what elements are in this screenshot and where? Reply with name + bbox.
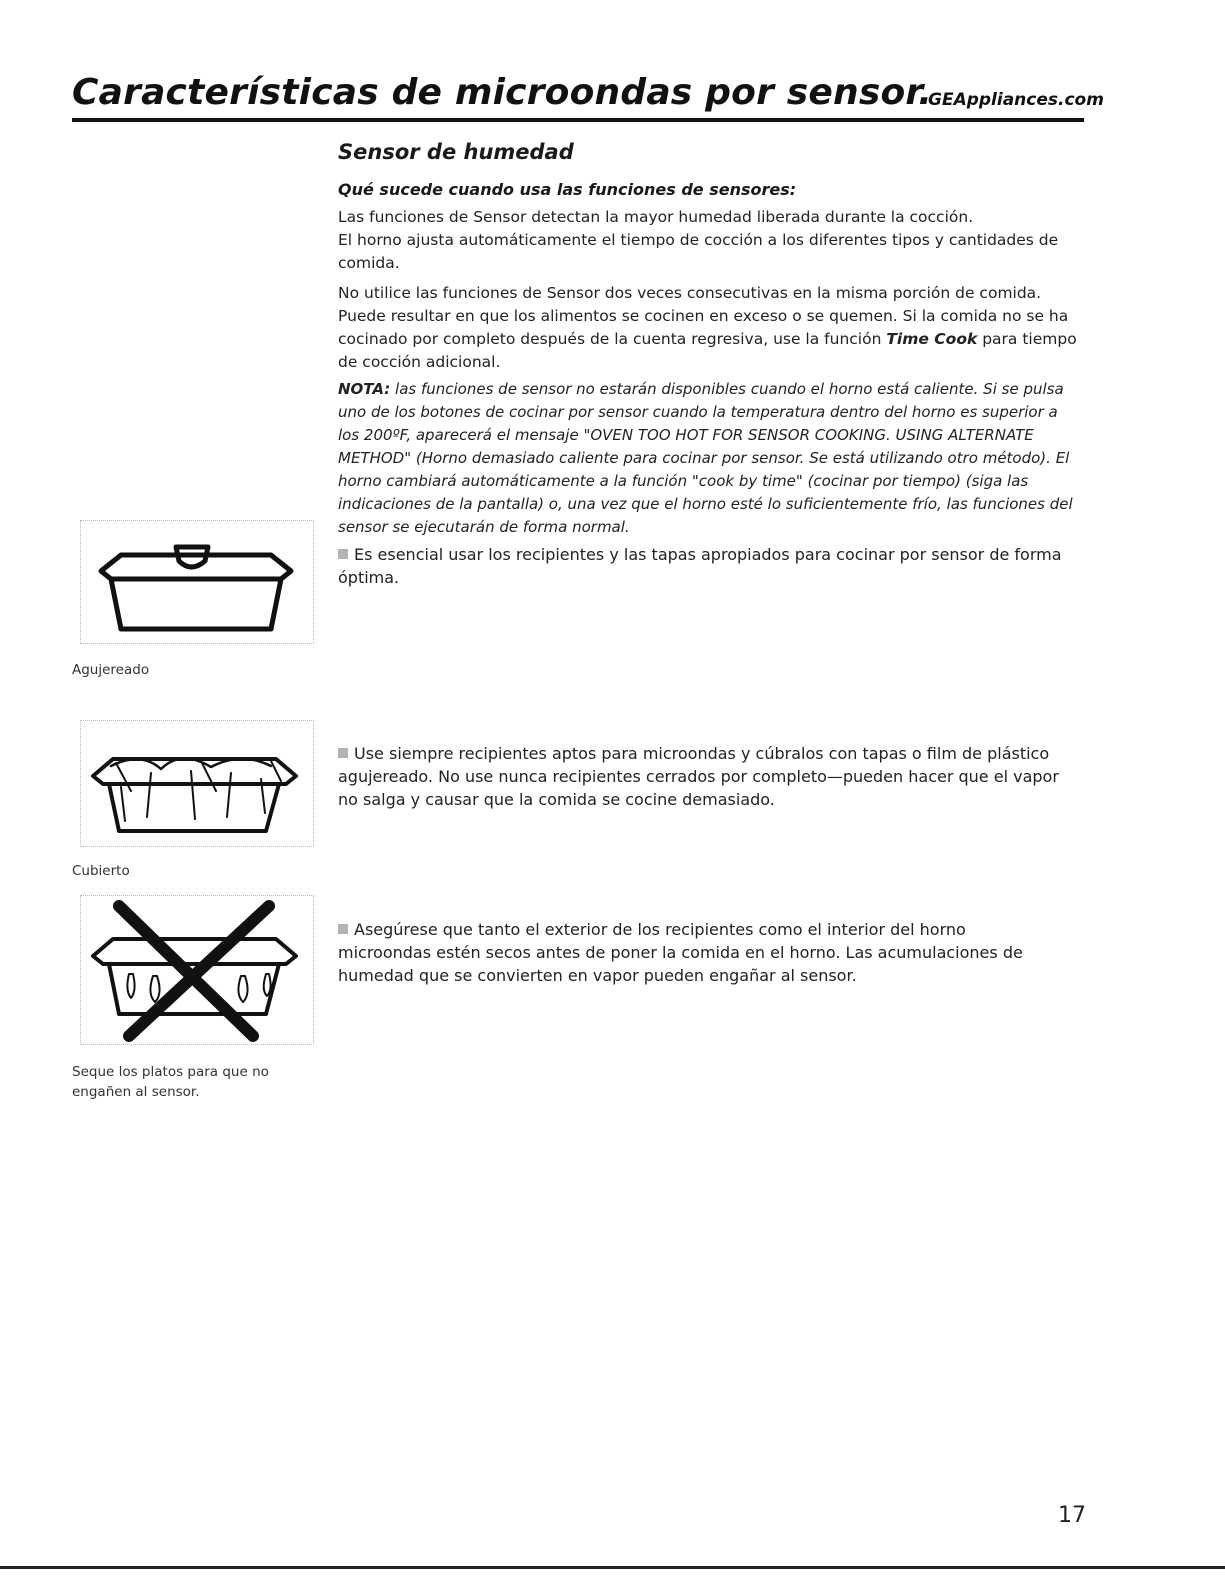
plastic-wrap-dish-icon bbox=[81, 721, 313, 846]
time-cook-label: Time Cook bbox=[886, 330, 978, 348]
figure-vented bbox=[80, 520, 314, 644]
header-rule bbox=[72, 118, 1084, 122]
note-label: NOTA: bbox=[338, 380, 391, 398]
intro-paragraph bbox=[338, 206, 1078, 275]
note-paragraph bbox=[338, 378, 1083, 539]
bullet-item-2 bbox=[338, 742, 1068, 811]
figure-wet-dish bbox=[80, 895, 314, 1045]
page-number: 17 bbox=[1058, 1503, 1086, 1528]
bottom-rule bbox=[0, 1566, 1225, 1569]
vented-lid-dish-icon bbox=[81, 521, 313, 643]
bullet-text-1: Es esencial usar los recipientes y las tapas apropiados para cocinar por sensor de forma óptima. bbox=[338, 545, 1062, 587]
bullet-text-2: Use siempre recipientes aptos para microondas y cúbralos con tapas o film de plástico agujereado. No use nunca recipientes cerrados por completo—pueden hacer que el vapor no salga y causar que la comida se cocine demasiado. bbox=[338, 744, 1059, 809]
bullet-item-3 bbox=[338, 918, 1058, 987]
note-text: las funciones de sensor no estarán disponibles cuando el horno está caliente. Si se pulsa uno de los botones de cocinar por sensor cuando la temperatura dentro del horno es superior a los 200ºF, aparecerá el mensaje "OVEN TOO HOT FOR SENSOR COOKING. USING ALTERNATE METHOD" (Horno demasiado caliente para cocinar por sensor. Se está utilizando otro método). El horno cambiará automáticamente a la función "cook by time" (cocinar por tiempo) (siga las indicaciones de la pantalla) o, una vez que el horno esté lo suficientemente frío, las funciones del sensor se ejecutarán de forma normal. bbox=[338, 380, 1073, 536]
section-title: Sensor de humedad bbox=[338, 140, 574, 164]
bullet-item-1 bbox=[338, 543, 1068, 589]
bullet-marker bbox=[338, 924, 348, 934]
figure-caption-wet-dish: Seque los platos para que no engañen al sensor. bbox=[72, 1064, 269, 1100]
subsection-title: Qué sucede cuando usa las funciones de sensores: bbox=[338, 180, 797, 199]
usage-text-b: para tiempo de cocción adicional. bbox=[338, 330, 1077, 371]
figure-covered bbox=[80, 720, 314, 847]
bullet-marker bbox=[338, 748, 348, 758]
site-url: GEAppliances.com bbox=[928, 90, 1104, 110]
bullet-marker bbox=[338, 549, 348, 559]
usage-paragraph bbox=[338, 282, 1083, 374]
bullet-text-3: Asegúrese que tanto el exterior de los recipientes como el interior del horno microondas estén secos antes de poner la comida en el horno. Las acumulaciones de humedad que se convierten en vapor pueden engañar al sensor. bbox=[338, 920, 1023, 985]
wet-dish-crossed-icon bbox=[81, 896, 313, 1044]
page-title: Características de microondas por sensor. bbox=[72, 72, 933, 113]
usage-text-a: No utilice las funciones de Sensor dos veces consecutivas en la misma porción de comida. Puede resultar en que los alimentos se cocinen en exceso o se quemen. Si la comida no se ha cocinado por completo después de la cuenta regresiva, use la función bbox=[338, 284, 1069, 348]
intro-line-1: Las funciones de Sensor detectan la mayor humedad liberada durante la cocción. bbox=[338, 208, 974, 226]
figure-caption-vented: Agujereado bbox=[72, 662, 150, 678]
intro-line-2: El horno ajusta automáticamente el tiempo de cocción a los diferentes tipos y cantidades de comida. bbox=[338, 231, 1059, 272]
figure-caption-covered: Cubierto bbox=[72, 863, 130, 879]
